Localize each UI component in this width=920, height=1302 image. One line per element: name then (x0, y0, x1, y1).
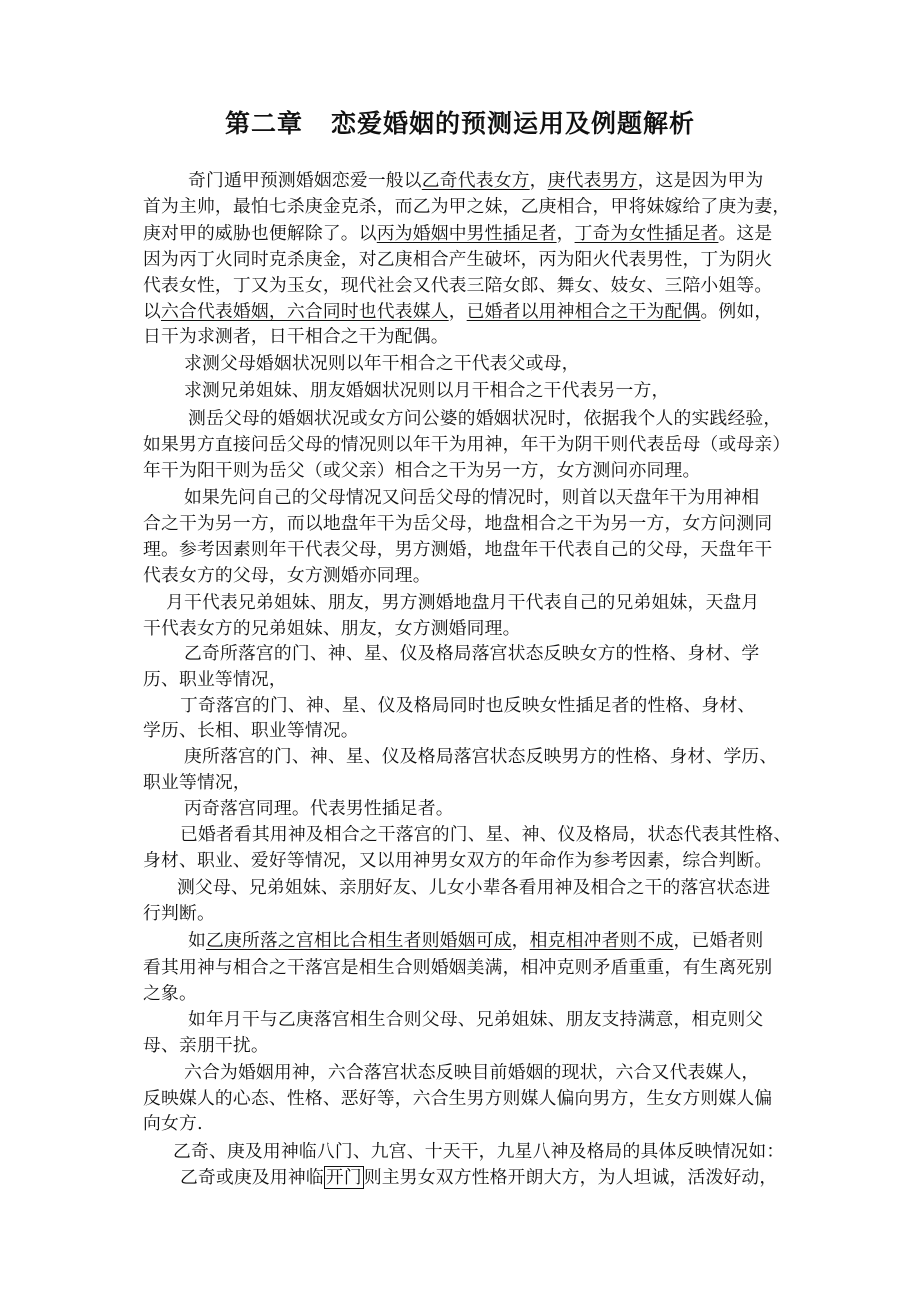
text-line: 六合为婚姻用神，六合落宫状态反映目前婚姻的现状，六合又代表媒人， (184, 1062, 760, 1083)
chapter-name: 恋爱婚姻的预测运用及例题解析 (331, 109, 696, 138)
text-line: 乙奇所落宫的门、神、星、仪及格局落宫状态反映女方的性格、身材、学 (184, 643, 760, 664)
text-line: 测岳父母的婚姻状况或女方问公婆的婚姻状况时，依据我个人的实践经验， (188, 408, 782, 429)
text-line: 母、亲朋干扰。 (143, 1035, 269, 1056)
text-line: 如乙庚所落之宫相比合相生者则婚姻可成，相克相冲者则不成，已婚者则 (188, 930, 764, 951)
text-line: 庚所落宫的门、神、星、仪及格局落宫状态反映男方的性格、身材、学历、 (184, 746, 778, 767)
text-line: 反映媒人的心态、性格、恶好等，六合生男方则媒人偏向男方，生女方则媒人偏 (143, 1088, 773, 1109)
text-line: 庚对甲的威胁也便解除了。以丙为婚姻中男性插足者，丁奇为女性插足者。这是 (143, 223, 773, 244)
text-line: 首为主帅，最怕七杀庚金克杀，而乙为甲之妹，乙庚相合，甲将妹嫁给了庚为妻， (143, 196, 791, 217)
text-line: 向女方. (143, 1113, 203, 1134)
text-line: 因为丙丁火同时克杀庚金，对乙庚相合产生破坏，丙为阳火代表男性，丁为阴火 (143, 249, 773, 270)
page-title (0, 104, 920, 140)
text-line: 代表女方的父母，女方测婚亦同理。 (143, 565, 431, 586)
text-line: 之象。 (143, 983, 197, 1004)
text-line: 行判断。 (143, 903, 215, 924)
chapter-number: 第二章 (224, 109, 303, 138)
text-line: 理。参考因素则年干代表父母，男方测婚，地盘年干代表自己的父母，天盘年干 (143, 539, 773, 560)
text-line: 丙奇落宫同理。代表男性插足者。 (184, 798, 454, 819)
text-line: 职业等情况， (143, 772, 251, 793)
text-line: 已婚者看其用神及相合之干落宫的门、星、神、仪及格局，状态代表其性格、 (180, 824, 792, 845)
text-line: 乙奇、庚及用神临八门、九宫、十天干，九星八神及格局的具体反映情况如： (173, 1141, 785, 1162)
text-line: 乙奇或庚及用神临 开门 则主男女双方性格开朗大方，为人坦诚，活泼好动， (180, 1167, 778, 1188)
boxed-term: 开门 (325, 1167, 362, 1188)
text-line: 奇门遁甲预测婚姻恋爱一般以乙奇代表女方，庚代表男方，这是因为甲为 (188, 170, 764, 191)
text-line: 学历、长相、职业等情况。 (143, 720, 359, 741)
text-line: 以六合代表婚姻，六合同时也代表媒人，已婚者以用神相合之干为配偶。例如， (143, 301, 773, 322)
text-line: 干代表女方的兄弟姐妹、朋友，女方测婚同理。 (143, 618, 521, 639)
text-line: 如年月干与乙庚落宫相生合则父母、兄弟姐妹、朋友支持满意，相克则父 (188, 1009, 764, 1030)
text-line: 日干为求测者，日干相合之干为配偶。 (143, 326, 449, 347)
text-line: 身材、职业、爱好等情况，又以用神男女双方的年命作为参考因素，综合判断。 (143, 850, 773, 871)
text-line: 测父母、兄弟姐妹、亲朋好友、儿女小辈各看用神及相合之干的落宫状态进 (177, 877, 771, 898)
text-line: 历、职业等情况， (143, 669, 287, 690)
text-line: 代表女性，丁又为玉女，现代社会又代表三陪女郎、舞女、妓女、三陪小姐等。 (143, 275, 773, 296)
text-line: 求测兄弟姐妹、朋友婚姻状况则以月干相合之干代表另一方， (184, 380, 670, 401)
text-line: 看其用神与相合之干落宫是相生合则婚姻美满，相冲克则矛盾重重，有生离死别 (143, 957, 773, 978)
text-line: 合之干为另一方，而以地盘年干为岳父母，地盘相合之干为另一方，女方问测同 (143, 513, 773, 534)
text-line: 丁奇落宫的门、神、星、仪及格局同时也反映女性插足者的性格、身材、 (180, 695, 756, 716)
text-line: 如果先问自己的父母情况又问岳父母的情况时，则首以天盘年干为用神相 (184, 487, 760, 508)
text-line: 求测父母婚姻状况则以年干相合之干代表父或母， (184, 353, 580, 374)
text-line: 如果男方直接问岳父母的情况则以年干为用神，年干为阴干则代表岳母（或母亲） (143, 434, 791, 455)
text-line: 月干代表兄弟姐妹、朋友，男方测婚地盘月干代表自己的兄弟姐妹，天盘月 (166, 592, 760, 613)
text-line: 年干为阳干则为岳父（或父亲）相合之干为另一方，女方测问亦同理。 (143, 460, 701, 481)
